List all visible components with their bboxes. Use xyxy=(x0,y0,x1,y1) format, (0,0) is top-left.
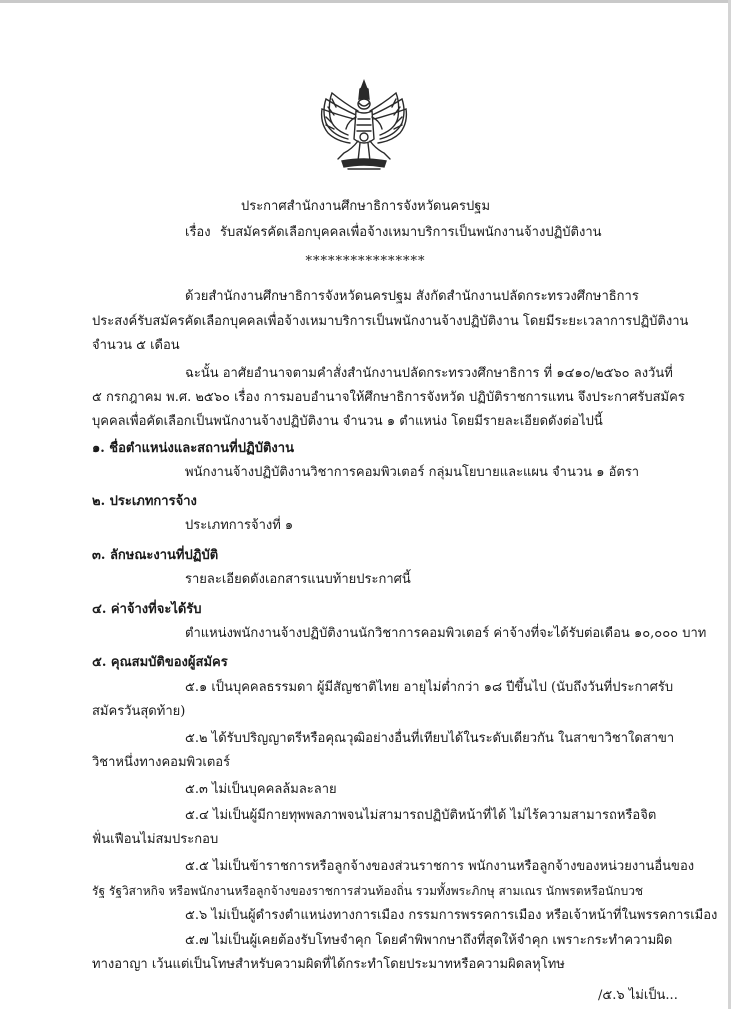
qualification-line: ๕.๑ เป็นบุคคลธรรมดา ผู้มีสัญชาติไทย อายุไม่ต่ำกว่า ๑๘ ปีขึ้นไป (นับถึงวันที่ประกาศรับ xyxy=(185,680,674,695)
qualification-line: ๕.๔ ไม่เป็นผู้มีกายทุพพลภาพจนไม่สามารถปฏิบัติหน้าที่ได้ ไม่ไร้ความสามารถหรือจิต xyxy=(185,808,657,823)
qualification-line: รัฐ รัฐวิสาหกิจ หรือพนักงานหรือลูกจ้างของราชการส่วนท้องถิ่น รวมทั้งพระภิกษุ สามเณร นักพรตหรือนักบวช xyxy=(92,884,644,898)
header-separator: **************** xyxy=(305,254,426,269)
section-1-heading: ๑. ชื่อตำแหน่งและสถานที่ปฏิบัติงาน xyxy=(92,441,294,456)
qualification-line: ฟั่นเฟือนไม่สมประกอบ xyxy=(92,832,219,847)
qualification-line: สมัครวันสุดท้าย) xyxy=(92,704,186,719)
intro-paragraph-1-line-1: ด้วยสำนักงานศึกษาธิการจังหวัดนครปฐม สังกัดสำนักงานปลัดกระทรวงศึกษาธิการ xyxy=(185,289,639,304)
intro-paragraph-1-line-2: ประสงค์รับสมัครคัดเลือกบุคคลเพื่อจ้างเหมาบริการเป็นพนักงานจ้างปฏิบัติงาน โดยมีระยะเวลาการปฏิบัติงาน xyxy=(92,314,689,329)
page-continuation: /๕.๖ ไม่เป็น... xyxy=(598,988,678,1003)
section-2-heading: ๒. ประเภทการจ้าง xyxy=(92,494,197,509)
qualification-line: ๕.๓ ไม่เป็นบุคคลล้มละลาย xyxy=(185,782,337,797)
garuda-emblem-icon xyxy=(318,77,410,177)
intro-paragraph-2-line-2: ๕ กรกฎาคม พ.ศ. ๒๕๖๐ เรื่อง การมอบอำนาจให้ศึกษาธิการจังหวัด ปฏิบัติราชการแทน จึงประกาศรับสมัคร xyxy=(92,390,685,405)
section-4-body: ตำแหน่งพนักงานจ้างปฏิบัติงานนักวิชาการคอมพิวเตอร์ ค่าจ้างที่จะได้รับต่อเดือน ๑๐,๐๐๐ บาท xyxy=(185,626,707,641)
section-2-body: ประเภทการจ้างที่ ๑ xyxy=(185,518,294,533)
section-1-body: พนักงานจ้างปฏิบัติงานวิชาการคอมพิวเตอร์ กลุ่มนโยบายและแผน จำนวน ๑ อัตรา xyxy=(185,465,640,480)
announcement-issuer: ประกาศสำนักงานศึกษาธิการจังหวัดนครปฐม xyxy=(240,199,491,214)
section-3-heading: ๓. ลักษณะงานที่ปฏิบัติ xyxy=(92,548,219,563)
intro-paragraph-2-line-3: บุคคลเพื่อคัดเลือกเป็นพนักงานจ้างปฏิบัติงาน จำนวน ๑ ตำแหน่ง โดยมีรายละเอียดดังต่อไปนี้ xyxy=(92,414,603,429)
intro-paragraph-1-line-3: จำนวน ๕ เดือน xyxy=(92,338,180,353)
section-3-body: รายละเอียดดังเอกสารแนบท้ายประกาศนี้ xyxy=(185,572,411,587)
qualification-line: ๕.๒ ได้รับปริญญาตรีหรือคุณวุฒิอย่างอื่นที่เทียบได้ในระดับเดียวกัน ในสาขาวิชาใดสาขา xyxy=(185,731,675,746)
qualification-line: ๕.๖ ไม่เป็นผู้ดำรงตำแหน่งทางการเมือง กรรมการพรรคการเมือง หรือเจ้าหน้าที่ในพรรคการเมือง xyxy=(185,908,718,923)
page-top-edge xyxy=(0,0,731,3)
subject-label: เรื่อง xyxy=(185,225,211,240)
section-5-heading: ๕. คุณสมบัติของผู้สมัคร xyxy=(92,655,228,670)
announcement-subject: รับสมัครคัดเลือกบุคคลเพื่อจ้างเหมาบริการเป็นพนักงานจ้างปฏิบัติงาน xyxy=(220,225,602,240)
section-4-heading: ๔. ค่าจ้างที่จะได้รับ xyxy=(92,602,202,617)
qualification-line: วิชาหนึ่งทางคอมพิวเตอร์ xyxy=(92,755,231,770)
qualification-line: ทางอาญา เว้นแต่เป็นโทษสำหรับความผิดที่ได้กระทำโดยประมาทหรือความผิดลหุโทษ xyxy=(92,957,565,972)
qualification-line: ๕.๕ ไม่เป็นข้าราชการหรือลูกจ้างของส่วนราชการ พนักงานหรือลูกจ้างของหน่วยงานอื่นของ xyxy=(185,859,695,874)
intro-paragraph-2-line-1: ฉะนั้น อาศัยอำนาจตามคำสั่งสำนักงานปลัดกระทรวงศึกษาธิการ ที่ ๑๔๑๐/๒๕๖๐ ลงวันที่ xyxy=(185,366,673,381)
qualification-line: ๕.๗ ไม่เป็นผู้เคยต้องรับโทษจำคุก โดยคำพิพากษาถึงที่สุดให้จำคุก เพราะกระทำความผิด xyxy=(185,933,673,948)
